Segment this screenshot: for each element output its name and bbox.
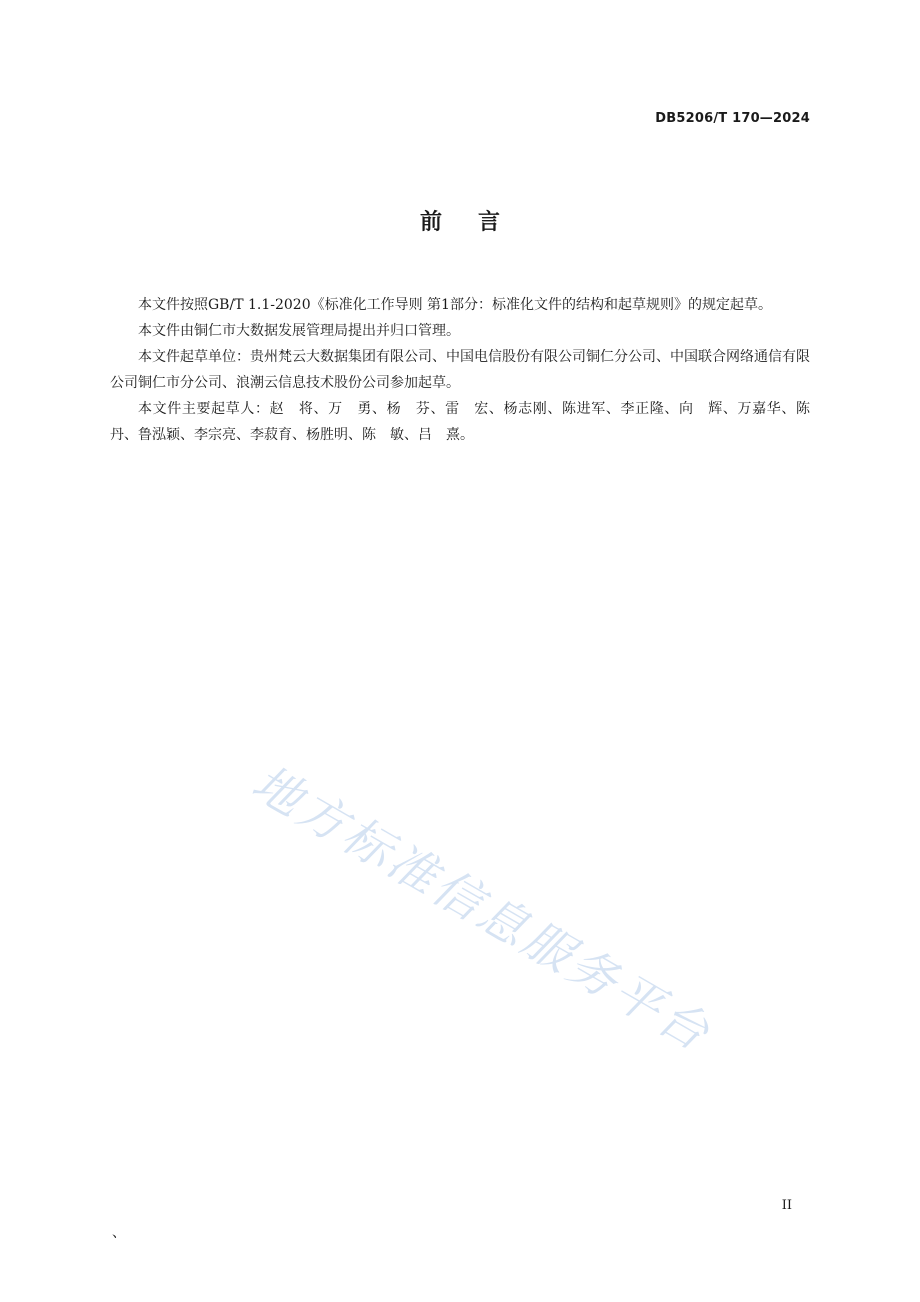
- corner-mark: 、: [112, 1225, 126, 1241]
- document-code: DB5206/T 170—2024: [655, 111, 810, 126]
- page-title: [0, 205, 920, 236]
- title-char-2: 言: [478, 210, 501, 235]
- paragraph-drafting-units: 本文件起草单位：贵州梵云大数据集团有限公司、中国电信股份有限公司铜仁分公司、中国联合网络通信有限公司铜仁市分公司、浪潮云信息技术股份公司参加起草。: [110, 349, 810, 391]
- paragraph-drafting-rules: 本文件按照GB/T 1.1-2020《标准化工作导则 第1部分：标准化文件的结构和起草规则》的规定起草。: [138, 297, 772, 313]
- paragraph-drafters: 本文件主要起草人：赵 将、万 勇、杨 芬、雷 宏、杨志刚、陈进军、李正隆、向 辉、万嘉华、陈 丹、鲁泓颖、李宗亮、李菽育、杨胜明、陈 敏、吕 熹。: [110, 401, 824, 443]
- watermark: 地方标准信息服务平台: [242, 754, 721, 1064]
- title-char-1: 前: [419, 210, 442, 235]
- foreword-body: [110, 292, 824, 448]
- paragraph-proposer: 本文件由铜仁市大数据发展管理局提出并归口管理。: [138, 323, 460, 339]
- page-number: II: [781, 1198, 792, 1213]
